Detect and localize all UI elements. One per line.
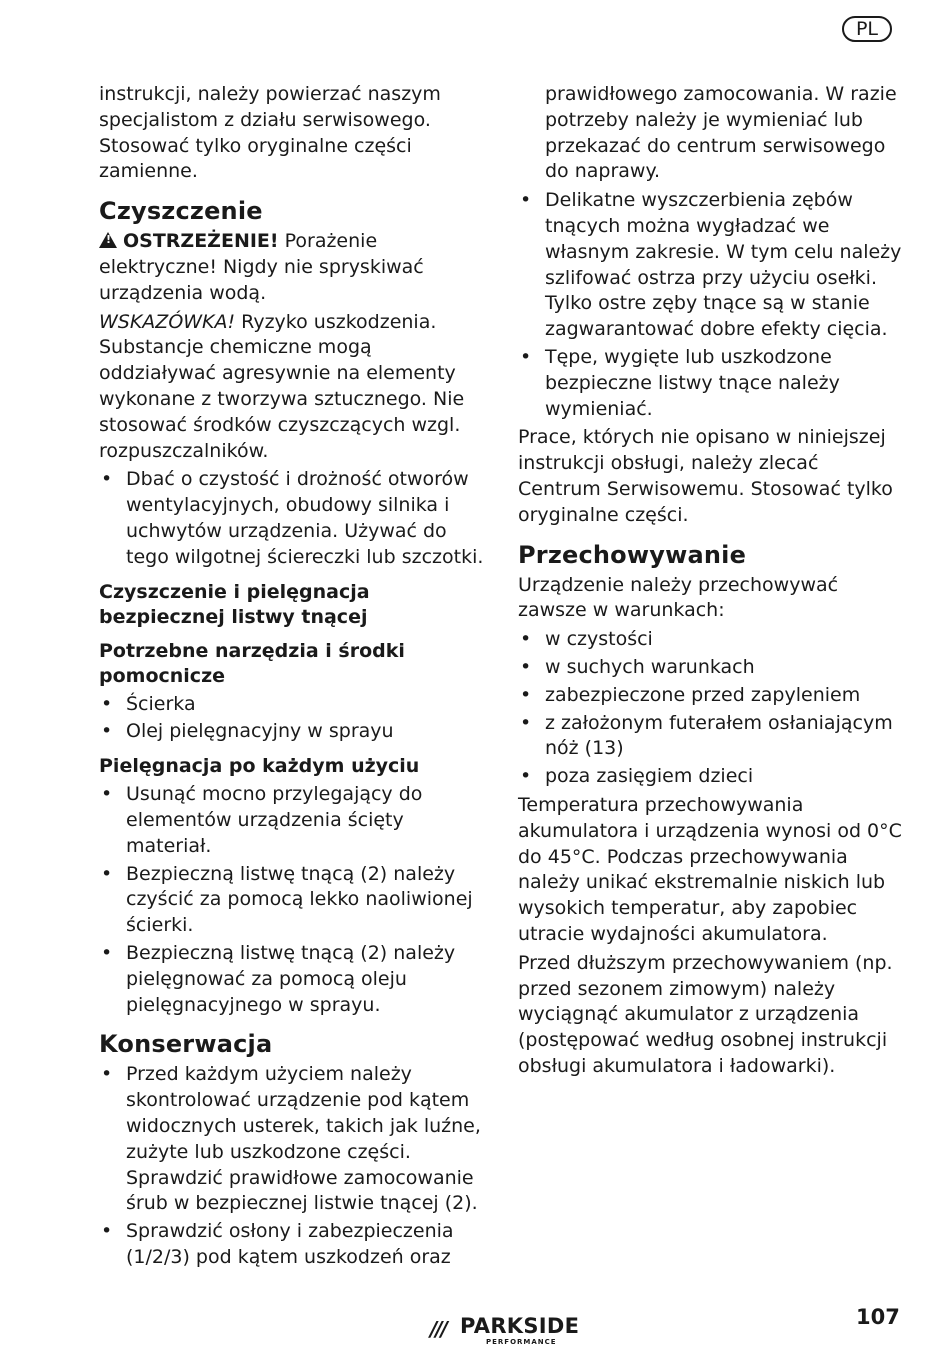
- continuation-paragraph: prawidłowego zamocowania. W razie potrzeby należy je wymieniać lub przekazać do centrum serwisowego do naprawy.: [545, 83, 897, 183]
- intro-paragraph: instrukcji, należy powierzać naszym specjalistom z działu serwisowego. Stosować tylko oryginalne części zamienne.: [99, 83, 441, 183]
- blade-care-heading: Czyszczenie i pielęgnacja bezpiecznej listwy tnącej: [99, 580, 370, 628]
- note-label: WSKAZÓWKA!: [99, 310, 236, 333]
- after-use-list: [99, 782, 484, 1018]
- cleaning-list: [99, 467, 484, 570]
- cleaning-heading: Czyszczenie: [99, 197, 263, 226]
- language-badge: PL: [842, 16, 892, 42]
- brand-name: PARKSIDE: [460, 1314, 580, 1338]
- note-text: Ryzyko uszkodzenia. Substancje chemiczne mogą oddziaływać agresywnie na elementy wykonane z tworzywa sztucznego. Nie stosować środków czyszczących wzgl. rozpuszczalników.: [99, 310, 465, 462]
- list-item: • w suchych warunkach: [520, 655, 755, 678]
- maintenance-list: [99, 1062, 484, 1270]
- tools-heading: Potrzebne narzędzia i środki pomocnicze: [99, 639, 405, 687]
- note-paragraph: [99, 310, 484, 465]
- list-item: • poza zasięgiem dzieci: [520, 765, 754, 788]
- storage-intro: Urządzenie należy przechowywać zawsze w warunkach:: [518, 573, 839, 622]
- list-item: • Olej pielęgnacyjny w sprayu: [101, 720, 394, 743]
- tools-list: [99, 692, 484, 746]
- storage-conditions-list: [518, 627, 903, 790]
- brand-slashes-icon: ///: [430, 1317, 446, 1341]
- list-item: • Sprawdzić osłony i zabezpieczenia (1/2/3) pod kątem uszkodzeń oraz: [101, 1220, 454, 1268]
- after-use-heading: Pielęgnacja po każdym użyciu: [99, 755, 420, 778]
- list-item: • Bezpieczną listwę tnącą (2) należy czyścić za pomocą lekko naoliwionej ścierki.: [101, 862, 473, 937]
- list-item: • zabezpieczone przed zapyleniem: [520, 683, 861, 706]
- warning-paragraph: [99, 229, 484, 306]
- list-item: • Ścierka: [101, 692, 196, 715]
- list-item: • w czystości: [520, 628, 653, 651]
- maintenance-heading: Konserwacja: [99, 1030, 273, 1059]
- list-item: • Przed każdym użyciem należy skontrolować urządzenie pod kątem widocznych usterek, takich jak luźne, zużyte lub uszkodzone części. Sprawdzić prawidłowe zamocowanie śrub w bezpiecznej listwie tnącej (2).: [101, 1063, 481, 1215]
- storage-heading: Przechowywanie: [518, 540, 747, 569]
- temperature-paragraph: Temperatura przechowywania akumulatora i urządzenia wynosi od 0°C do 45°C. Podczas przechowywania należy unikać ekstremalnie niskich lub wysokich temperatur, aby zapobiec utracie wydajności akumulatora.: [518, 793, 902, 945]
- page-number: 107: [856, 1305, 900, 1329]
- left-column: [99, 82, 484, 1274]
- list-item: • Dbać o czystość i drożność otworów wentylacyjnych, obudowy silnika i uchwytów urządzenia. Używać do tego wilgotnej ściereczki lub szczotki.: [101, 468, 484, 568]
- brand-subtitle: PERFORMANCE: [486, 1338, 557, 1346]
- list-item: • Tępe, wygięte lub uszkodzone bezpieczne listwy tnące należy wymieniać.: [520, 345, 840, 420]
- right-column: [518, 82, 903, 1083]
- long-storage-paragraph: Przed dłuższym przechowywaniem (np. przed sezonem zimowym) należy wyciągnąć akumulator z urządzenia (postępować według osobnej instrukcji obsługi akumulatora i ładowarki).: [518, 951, 893, 1077]
- list-item: • Delikatne wyszczerbienia zębów tnących można wygładzać we własnym zakresie. W tym celu należy szlifować ostrza przy użyciu osełki. Tylko ostre zęby tnące są w stanie zagwarantować dobre efekty cięcia.: [520, 189, 902, 341]
- warning-text: Porażenie elektryczne! Nigdy nie spryskiwać urządzenia wodą.: [99, 230, 424, 304]
- blade-list: [518, 188, 903, 422]
- warning-label: OSTRZEŻENIE!: [123, 230, 279, 253]
- list-item: • z założonym futerałem osłaniającym nóż (13): [520, 711, 893, 760]
- list-item: • Usunąć mocno przylegający do elementów urządzenia ścięty materiał.: [101, 783, 423, 857]
- list-item: • Bezpieczną listwę tnącą (2) należy pielęgnować za pomocą oleju pielęgnacyjnego w sprayu.: [101, 941, 456, 1016]
- service-paragraph: Prace, których nie opisano w niniejszej instrukcji obsługi, należy zlecać Centrum Serwisowemu. Stosować tylko oryginalne części.: [518, 426, 893, 526]
- warning-triangle-icon: [99, 232, 117, 248]
